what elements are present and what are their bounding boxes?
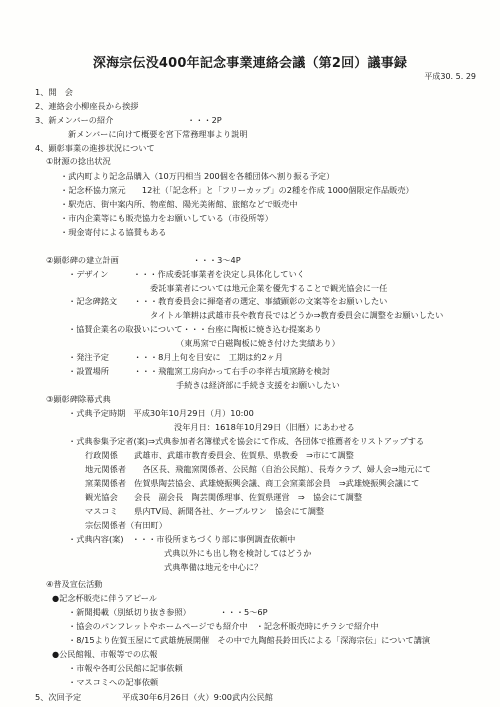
promotion-line: ・8/15より佐賀玉屋にて武雄焼展開催 その中で九陶館長鈴田氏による「深海宗伝」について講演	[68, 635, 431, 645]
promotion-line: ・協会のパンフレットやホームページでも紹介中 ・記念杯販売時にチラシで紹介中	[68, 621, 379, 631]
promotion-line: ・マスコミへの記事依頼	[68, 677, 159, 687]
attendee-group: 行政関係 武雄市、武雄市教育委員会、佐賀県、県教委 ⇒市にて調整	[85, 450, 354, 460]
funding-line: ・武内町より記念品購入（10万円相当 200個を各種団体へ割り振る予定）	[60, 171, 335, 181]
item-next-meeting: 5、次回予定 平成30年6月26日（火）9:00武内公民館	[35, 692, 273, 702]
item-new-members: 3、新メンバーの紹介 ・・・2P	[35, 115, 222, 125]
monument-line: ・協賛企業名の取扱いについて・・・台座に陶板に焼き込む提案あり	[68, 324, 322, 334]
monument-line: （東馬窯で白磁陶板に焼き付けた実績あり）	[176, 338, 340, 348]
ceremony-line: ・式典参集予定者(案)⇒式典参加者名簿様式を協会にて作成、各団体で推薦者をリストアップする	[68, 436, 425, 446]
funding-line: ・市内企業等にも販売協力をお願いしている（市役所等）	[60, 213, 273, 223]
monument-line: ・デザイン ・・・作成委託事業者を決定し具体化していく	[68, 269, 305, 279]
monument-line: 委託事業者については地元企業を優先することで観光協会に一任	[150, 283, 388, 293]
promotion-heading: ●記念杯販売に伴うアピール	[52, 593, 157, 603]
funding-line: ・記念杯協力窯元 12社（「記念杯」と「フリーカップ」の2種を作成 1000個限定作品販売）	[60, 185, 414, 195]
section-funding: ①財源の捻出状況	[46, 156, 111, 166]
section-promotion: ④普及宣伝活動	[46, 579, 103, 589]
new-members-note: 新メンバーに向けて概要を宮下常務理事より説明	[68, 129, 248, 139]
attendee-group: 宗伝関係者（有田町）	[85, 520, 167, 530]
ceremony-line: ・式典内容(案) ・・・市役所まちづくり部に事例調査依頼中	[68, 534, 296, 544]
item-progress: 4、顕彰事業の進捗状況について	[35, 143, 155, 153]
attendee-group: 地元関係者 各区長、飛龍窯関係者、公民館（自治公民館）、長寿クラブ、婦人会⇒地元にて	[85, 464, 431, 474]
attendee-group: 窯業関係者 佐賀県陶芸協会、武雄焼振興会議、商工会窯業部会員 ⇒武雄焼振興会議にて	[85, 478, 420, 488]
monument-line: タイトル筆耕は武雄市長や教育長ではどうか⇒教育委員会に調整をお願いしたい	[150, 310, 444, 320]
item-greeting: 2、連絡会小柳座長から挨拶	[35, 101, 139, 111]
promotion-line: ・市報や各町公民館に記事依頼	[68, 663, 183, 673]
monument-line: ・発注予定 ・・・8月上旬を目安に 工期は約2ヶ月	[68, 352, 284, 362]
funding-line: ・現金寄付による協賛もある	[60, 227, 167, 237]
ceremony-line: 式典準備は地元を中心に？	[164, 562, 263, 572]
monument-line: ・記念碑銘文 ・・・教育委員会に揮毫者の選定、事績顕彰の文案等をお願いしたい	[68, 296, 388, 306]
document-date: 平成30. 5. 29	[424, 72, 476, 81]
promotion-heading: ●公民館報、市報等での広報	[52, 649, 158, 659]
ceremony-line: ・式典予定時期 平成30年10月29日（月）10:00	[68, 408, 254, 418]
section-monument: ②顕彰碑の建立計画 ・・・3～4P	[46, 255, 241, 265]
promotion-line: ・新聞掲載（別紙切り抜き参照） ・・・5～6P	[68, 607, 268, 617]
monument-line: ・設置場所 ・・・飛龍窯工房向かって右手の李祥古墳窯跡を検討	[68, 366, 331, 376]
ceremony-line: 没年月日：1618年10月29日（旧暦）にあわせる	[174, 422, 355, 432]
section-ceremony: ③顕彰碑除幕式典	[46, 394, 111, 404]
monument-line: 手続きは経済部に手続き支援をお願いしたい	[176, 380, 340, 390]
document-title: 深海宗伝没400年記念事業連絡会議（第2回）議事録	[92, 56, 408, 71]
item-opening: 1、開 会	[35, 87, 73, 97]
ceremony-line: 式典以外にも出し物を検討してはどうか	[164, 548, 312, 558]
attendee-group: マスコミ 県内TV局、新聞各社、ケーブルワン 協会にて調整	[85, 506, 325, 516]
funding-line: ・駅売店、街中案内所、物産館、陽光美術館、旅館などで販売中	[60, 199, 298, 209]
attendee-group: 観光協会 会長 副会長 陶芸関係理事、佐賀県運営 ⇒ 協会にて調整	[85, 492, 363, 502]
